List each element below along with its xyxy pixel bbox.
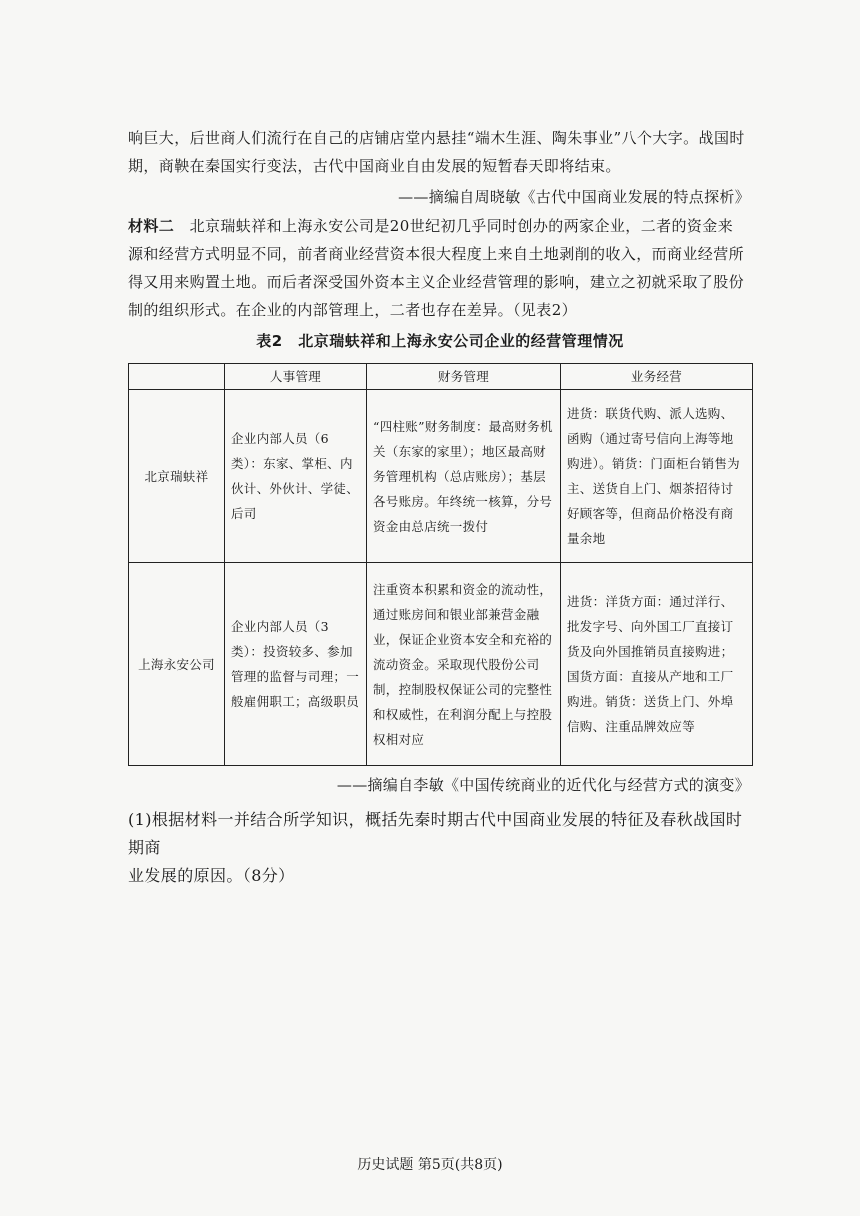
table-row <box>129 390 753 563</box>
text-line <box>128 212 752 240</box>
row-label: 上海永安公司 <box>129 563 225 766</box>
table-cell: 注重资本积累和资金的流动性，通过账房间和银业部兼营金融业，保证企业资本安全和充裕的流动资金。采取现代股份公司制，控制股权保证公司的完整性和权威性，在利润分配上与控股权相对应 <box>367 563 561 766</box>
row-label: 北京瑞蚨祥 <box>129 390 225 563</box>
material2-label: 材料二 <box>128 217 175 235</box>
table-cell: 进货：联货代购、派人选购、函购（通过寄号信向上海等地购进）。销货：门面柜台销售为主、送货自上门、烟茶招待讨好顾客等，但商品价格没有商量余地 <box>561 390 753 563</box>
table-header-cell <box>129 364 225 390</box>
text-line: 期，商鞅在秦国实行变法，古代中国商业自由发展的短暂春天即将结束。 <box>128 157 621 175</box>
table-header-cell: 人事管理 <box>225 364 367 390</box>
table-cell: 企业内部人员（6类）：东家、掌柜、内伙计、外伙计、学徒、后司 <box>225 390 367 563</box>
table-title: 表2 北京瑞蚨祥和上海永安公司企业的经营管理情况 <box>256 332 624 350</box>
text-span: 北京瑞蚨祥和上海永安公司是20世纪初几乎同时创办的两家企业，二者的资金来 <box>174 217 734 235</box>
material2-paragraph <box>128 212 752 324</box>
table-header-row <box>129 364 753 390</box>
text-line: 源和经营方式明显不同，前者商业经营资本很大程度上来自土地剥削的收入，而商业经营所 <box>128 245 745 263</box>
table-row <box>129 563 753 766</box>
management-table <box>128 363 753 766</box>
source-citation-1: ——摘编自周晓敏《古代中国商业发展的特点探析》 <box>398 188 750 206</box>
text-line: 响巨大，后世商人们流行在自己的店铺店堂内悬挂“端木生涯、陶朱事业”八个大字。战国时 <box>128 129 745 147</box>
page-footer: 历史试题 第5页(共8页) <box>357 1157 503 1173</box>
text-line: 得又用来购置土地。而后者深受国外资本主义企业经营管理的影响，建立之初就采取了股份 <box>128 273 745 291</box>
material1-continuation <box>128 124 752 180</box>
table-header-cell: 财务管理 <box>367 364 561 390</box>
table-cell: “四柱账”财务制度：最高财务机关（东家的家里）；地区最高财务管理机构（总店账房）；基层各号账房。年终统一核算，分号资金由总店统一拨付 <box>367 390 561 563</box>
text-line: 制的组织形式。在企业的内部管理上，二者也存在差异。（见表2） <box>128 301 578 319</box>
text-line: 业发展的原因。（8分） <box>128 866 295 885</box>
table-header-cell: 业务经营 <box>561 364 753 390</box>
table-cell: 企业内部人员（3类）：投资较多、参加管理的监督与司理；一般雇佣职工；高级职员 <box>225 563 367 766</box>
source-citation-2: ——摘编自李敏《中国传统商业的近代化与经营方式的演变》 <box>336 776 750 794</box>
table-cell: 进货：洋货方面：通过洋行、批发字号、向外国工厂直接订货及向外国推销员直接购进；国货方面：直接从产地和工厂购进。销货：送货上门、外埠信购、注重品牌效应等 <box>561 563 753 766</box>
text-line: (1)根据材料一并结合所学知识，概括先秦时期古代中国商业发展的特征及春秋战国时期商 <box>128 810 743 857</box>
question-1 <box>128 806 758 890</box>
